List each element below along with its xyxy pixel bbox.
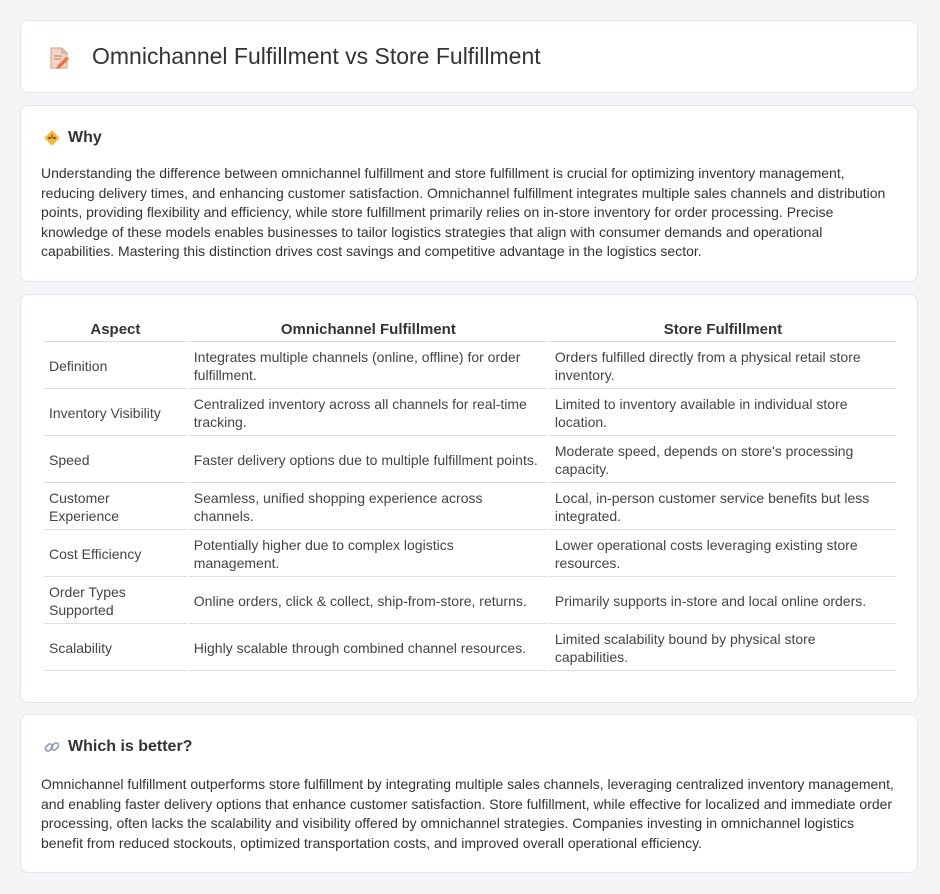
table-row: [44, 344, 896, 389]
store-cell: Moderate speed, depends on store's processing capacity.: [550, 438, 896, 483]
omnichannel-cell: Centralized inventory across all channels for real-time tracking.: [189, 391, 548, 436]
omnichannel-cell: Seamless, unified shopping experience across channels.: [189, 485, 548, 530]
table-row: [44, 579, 896, 624]
store-cell: Limited to inventory available in individual store location.: [550, 391, 896, 436]
table-header-row: [44, 317, 896, 342]
store-cell: Lower operational costs leveraging existing store resources.: [550, 532, 896, 577]
omnichannel-cell: Highly scalable through combined channel resources.: [189, 626, 548, 671]
table-row: [44, 438, 896, 483]
aspect-cell: Speed: [44, 438, 187, 483]
aspect-cell: Cost Efficiency: [44, 532, 187, 577]
link-icon: [43, 738, 61, 756]
store-cell: Limited scalability bound by physical store capabilities.: [550, 626, 896, 671]
store-cell: Local, in-person customer service benefits but less integrated.: [550, 485, 896, 530]
better-body: Omnichannel fulfillment outperforms store fulfillment by integrating multiple sales channels, leveraging centralized inventory management, and enabling faster delivery options that enhance customer satisfaction. Store fulfillment, while effective for localized and immediate order processing, often lacks the scalability and visibility offered by omnichannel strategies. Companies investing in omnichannel logistics benefit from reduced stockouts, optimized transportation costs, and improved overall operational efficiency.: [41, 776, 894, 851]
aspect-cell: Scalability: [44, 626, 187, 671]
better-heading-row: [43, 737, 192, 757]
omnichannel-cell: Potentially higher due to complex logistics management.: [189, 532, 548, 577]
table-row: [44, 485, 896, 530]
aspect-cell: Inventory Visibility: [44, 391, 187, 436]
why-heading: Why: [68, 129, 102, 146]
omnichannel-cell: Integrates multiple channels (online, offline) for order fulfillment.: [189, 344, 548, 389]
store-cell: Orders fulfilled directly from a physical retail store inventory.: [550, 344, 896, 389]
header-card: [20, 20, 918, 93]
table-row: [44, 391, 896, 436]
why-heading-row: [43, 128, 102, 148]
diamond-warning-icon: [43, 129, 61, 147]
document-edit-icon: [48, 46, 70, 70]
aspect-cell: Customer Experience: [44, 485, 187, 530]
header-aspect: Aspect: [44, 317, 187, 342]
header-omnichannel: Omnichannel Fulfillment: [189, 317, 548, 342]
which-better-section: [20, 714, 918, 873]
header-store: Store Fulfillment: [550, 317, 896, 342]
aspect-cell: Order Types Supported: [44, 579, 187, 624]
comparison-section: [20, 294, 918, 703]
page-title: Omnichannel Fulfillment vs Store Fulfillment: [92, 43, 541, 69]
omnichannel-cell: Faster delivery options due to multiple fulfillment points.: [189, 438, 548, 483]
better-heading: Which is better?: [68, 738, 193, 755]
why-section: [20, 105, 918, 282]
why-body: Understanding the difference between omnichannel fulfillment and store fulfillment is crucial for optimizing inventory management, reducing delivery times, and enhancing customer satisfaction. Omnichannel fulfillment integrates multiple sales channels and distribution points, providing flexibility and efficiency, while store fulfillment primarily relies on in-store inventory for order processing. Precise knowledge of these models enables businesses to tailor logistics strategies that align with consumer demands and operational capabilities. Mastering this distinction drives cost savings and competitive advantage in the logistics sector.: [41, 165, 886, 260]
comparison-table: [42, 315, 898, 673]
aspect-cell: Definition: [44, 344, 187, 389]
table-row: [44, 532, 896, 577]
table-row: [44, 626, 896, 671]
omnichannel-cell: Online orders, click & collect, ship-from-store, returns.: [189, 579, 548, 624]
store-cell: Primarily supports in-store and local online orders.: [550, 579, 896, 624]
